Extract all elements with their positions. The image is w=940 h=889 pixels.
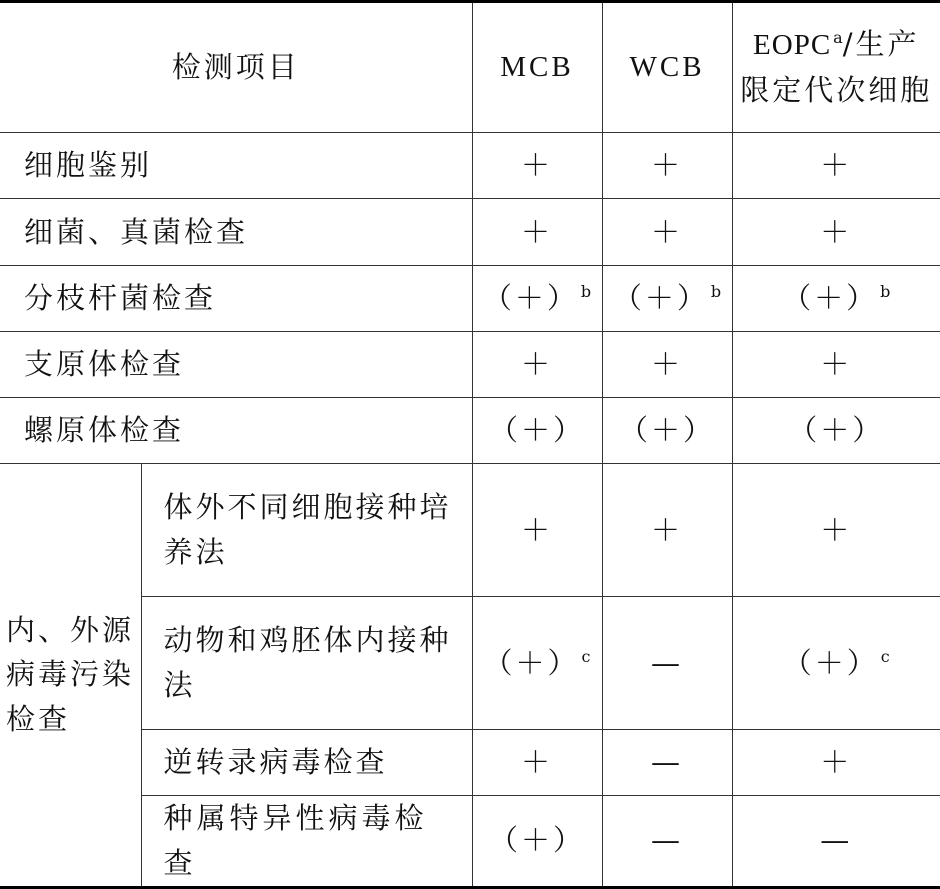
cell-eopc	[732, 597, 940, 730]
cell-mcb: ＋	[472, 464, 602, 597]
cell-wcb: （＋）	[602, 398, 732, 464]
cell-eopc: ＋	[732, 332, 940, 398]
cell-wcb	[602, 266, 732, 332]
row-item: 逆转录病毒检查	[141, 730, 472, 796]
cell-wcb: ＋	[602, 464, 732, 597]
header-eopc-prefix: EOPC	[753, 29, 832, 62]
cell-mcb	[472, 597, 602, 730]
row-item: 体外不同细胞接种培养法	[141, 464, 472, 597]
table-row	[0, 730, 940, 796]
row-item: 细胞鉴别	[0, 133, 472, 199]
cell-footnote: c	[880, 646, 890, 666]
cell-mcb: ＋	[472, 730, 602, 796]
cell-eopc: （＋）	[732, 398, 940, 464]
cell-footnote: b	[880, 282, 891, 302]
cell-mcb: ＋	[472, 332, 602, 398]
cell-mark: （＋）	[782, 281, 879, 316]
table-row	[0, 133, 940, 199]
header-eopc-footnote: a	[833, 28, 843, 48]
cell-eopc	[732, 266, 940, 332]
row-item: 种属特异性病毒检查	[141, 796, 472, 888]
cell-mark: （＋）	[782, 645, 879, 680]
cell-footnote: b	[710, 282, 722, 302]
cell-eopc: ＋	[732, 464, 940, 597]
cell-footnote: b	[580, 282, 592, 302]
table-row	[0, 796, 940, 888]
table-row	[0, 332, 940, 398]
cell-eopc: ＋	[732, 199, 940, 266]
header-eopc-line2: 限定代次细胞	[740, 73, 933, 107]
cell-mcb: （＋）	[472, 398, 602, 464]
cell-wcb: ＋	[602, 199, 732, 266]
row-item: 支原体检查	[0, 332, 472, 398]
header-mcb: MCB	[472, 2, 602, 133]
cell-mcb: ＋	[472, 133, 602, 199]
row-item: 动物和鸡胚体内接种法	[141, 597, 472, 730]
cell-wcb: ＋	[602, 133, 732, 199]
cell-wcb: —	[602, 796, 732, 888]
cell-mark: （＋）	[612, 281, 709, 316]
cell-mark: （＋）	[482, 281, 579, 316]
cell-eopc: ＋	[732, 730, 940, 796]
row-item: 螺原体检查	[0, 398, 472, 464]
header-eopc	[732, 2, 940, 133]
cell-eopc: ＋	[732, 133, 940, 199]
header-item: 检测项目	[0, 2, 472, 133]
cell-mcb: ＋	[472, 199, 602, 266]
header-wcb: WCB	[602, 2, 732, 133]
row-item: 细菌、真菌检查	[0, 199, 472, 266]
row-item: 分枝杆菌检查	[0, 266, 472, 332]
header-eopc-suffix: /生产	[842, 27, 920, 62]
cell-eopc: —	[732, 796, 940, 888]
cell-wcb: —	[602, 730, 732, 796]
table-row	[0, 464, 940, 597]
header-row	[0, 2, 940, 133]
table-row	[0, 398, 940, 464]
cell-mark: （＋）	[483, 645, 580, 680]
table-row	[0, 266, 940, 332]
cell-wcb: ＋	[602, 332, 732, 398]
table-row	[0, 199, 940, 266]
table-row	[0, 597, 940, 730]
virus-group-label: 内、外源病毒污染检查	[0, 464, 141, 888]
cell-footnote: c	[581, 646, 591, 666]
cell-wcb: —	[602, 597, 732, 730]
cell-mcb	[472, 266, 602, 332]
cell-mcb: （＋）	[472, 796, 602, 888]
